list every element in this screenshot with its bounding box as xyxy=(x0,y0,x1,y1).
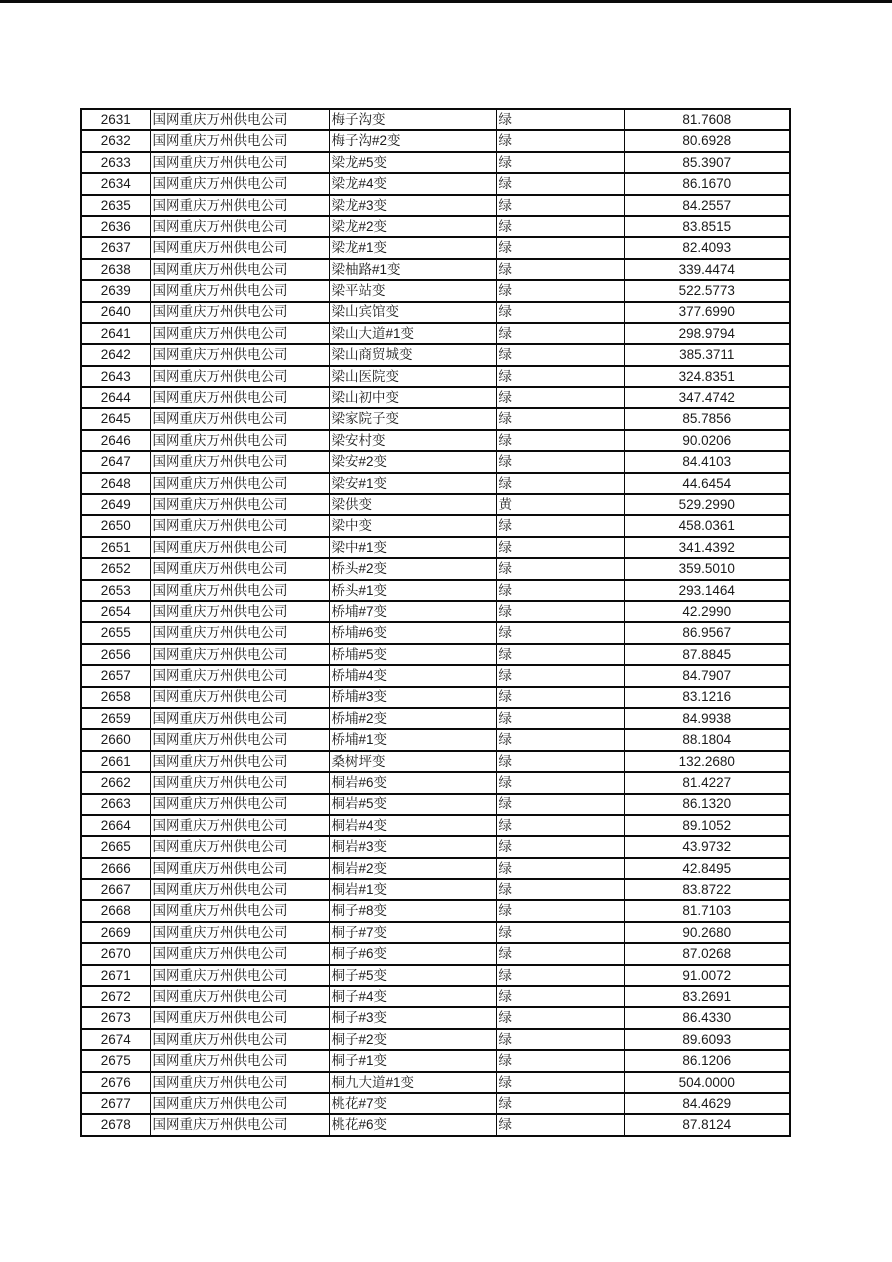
cell-id: 2631 xyxy=(81,109,150,130)
cell-id: 2671 xyxy=(81,965,150,986)
cell-value: 87.0268 xyxy=(624,943,790,964)
cell-status: 绿 xyxy=(496,195,624,216)
cell-value: 529.2990 xyxy=(624,494,790,515)
cell-value: 85.3907 xyxy=(624,152,790,173)
cell-id: 2656 xyxy=(81,644,150,665)
cell-station: 梁中#1变 xyxy=(329,537,496,558)
cell-id: 2664 xyxy=(81,815,150,836)
cell-id: 2662 xyxy=(81,772,150,793)
cell-station: 梁家院子变 xyxy=(329,408,496,429)
cell-value: 84.9938 xyxy=(624,708,790,729)
cell-id: 2644 xyxy=(81,387,150,408)
table-row xyxy=(81,986,790,1007)
cell-id: 2632 xyxy=(81,130,150,151)
table-row xyxy=(81,109,790,130)
cell-status: 绿 xyxy=(496,665,624,686)
cell-company: 国网重庆万州供电公司 xyxy=(150,494,329,515)
cell-status: 绿 xyxy=(496,259,624,280)
cell-status: 绿 xyxy=(496,237,624,258)
cell-id: 2635 xyxy=(81,195,150,216)
cell-company: 国网重庆万州供电公司 xyxy=(150,622,329,643)
table-row xyxy=(81,858,790,879)
cell-company: 国网重庆万州供电公司 xyxy=(150,259,329,280)
cell-id: 2642 xyxy=(81,344,150,365)
cell-id: 2663 xyxy=(81,794,150,815)
cell-company: 国网重庆万州供电公司 xyxy=(150,601,329,622)
cell-id: 2666 xyxy=(81,858,150,879)
cell-id: 2639 xyxy=(81,280,150,301)
cell-value: 324.8351 xyxy=(624,366,790,387)
table-row xyxy=(81,751,790,772)
cell-value: 504.0000 xyxy=(624,1072,790,1093)
cell-id: 2676 xyxy=(81,1072,150,1093)
cell-company: 国网重庆万州供电公司 xyxy=(150,558,329,579)
table-row xyxy=(81,494,790,515)
table-row xyxy=(81,130,790,151)
table-row xyxy=(81,216,790,237)
cell-status: 绿 xyxy=(496,601,624,622)
cell-company: 国网重庆万州供电公司 xyxy=(150,216,329,237)
cell-id: 2655 xyxy=(81,622,150,643)
cell-station: 梁龙#2变 xyxy=(329,216,496,237)
table-row xyxy=(81,1029,790,1050)
cell-station: 梁龙#4变 xyxy=(329,173,496,194)
cell-value: 81.7608 xyxy=(624,109,790,130)
cell-status: 绿 xyxy=(496,1114,624,1136)
cell-company: 国网重庆万州供电公司 xyxy=(150,408,329,429)
cell-company: 国网重庆万州供电公司 xyxy=(150,280,329,301)
cell-company: 国网重庆万州供电公司 xyxy=(150,302,329,323)
cell-value: 458.0361 xyxy=(624,515,790,536)
cell-company: 国网重庆万州供电公司 xyxy=(150,152,329,173)
cell-id: 2674 xyxy=(81,1029,150,1050)
cell-station: 桐子#3变 xyxy=(329,1007,496,1028)
cell-station: 梁龙#3变 xyxy=(329,195,496,216)
cell-company: 国网重庆万州供电公司 xyxy=(150,836,329,857)
cell-company: 国网重庆万州供电公司 xyxy=(150,515,329,536)
cell-station: 桥埔#7变 xyxy=(329,601,496,622)
cell-status: 绿 xyxy=(496,687,624,708)
cell-value: 84.4629 xyxy=(624,1093,790,1114)
cell-company: 国网重庆万州供电公司 xyxy=(150,130,329,151)
cell-company: 国网重庆万州供电公司 xyxy=(150,1050,329,1071)
cell-value: 86.1206 xyxy=(624,1050,790,1071)
cell-station: 桐子#7变 xyxy=(329,922,496,943)
cell-id: 2649 xyxy=(81,494,150,515)
cell-station: 桥埔#1变 xyxy=(329,729,496,750)
cell-station: 桐岩#3变 xyxy=(329,836,496,857)
cell-company: 国网重庆万州供电公司 xyxy=(150,1093,329,1114)
cell-status: 绿 xyxy=(496,879,624,900)
cell-station: 桥埔#3变 xyxy=(329,687,496,708)
cell-id: 2677 xyxy=(81,1093,150,1114)
table-row xyxy=(81,1114,790,1136)
cell-value: 89.1052 xyxy=(624,815,790,836)
cell-value: 84.2557 xyxy=(624,195,790,216)
cell-value: 347.4742 xyxy=(624,387,790,408)
cell-status: 绿 xyxy=(496,302,624,323)
table-row xyxy=(81,152,790,173)
cell-status: 绿 xyxy=(496,858,624,879)
table-row xyxy=(81,430,790,451)
cell-station: 桐子#1变 xyxy=(329,1050,496,1071)
cell-value: 88.1804 xyxy=(624,729,790,750)
cell-id: 2646 xyxy=(81,430,150,451)
table-row xyxy=(81,900,790,921)
cell-status: 绿 xyxy=(496,558,624,579)
table-row xyxy=(81,965,790,986)
table-row xyxy=(81,622,790,643)
cell-value: 82.4093 xyxy=(624,237,790,258)
cell-company: 国网重庆万州供电公司 xyxy=(150,687,329,708)
table-row xyxy=(81,366,790,387)
table-row xyxy=(81,729,790,750)
cell-station: 梅子沟变 xyxy=(329,109,496,130)
cell-station: 桐岩#1变 xyxy=(329,879,496,900)
cell-status: 绿 xyxy=(496,1072,624,1093)
cell-id: 2636 xyxy=(81,216,150,237)
table-row xyxy=(81,537,790,558)
cell-value: 86.1670 xyxy=(624,173,790,194)
cell-id: 2647 xyxy=(81,451,150,472)
cell-status: 绿 xyxy=(496,943,624,964)
table-row xyxy=(81,580,790,601)
cell-station: 梁山商贸城变 xyxy=(329,344,496,365)
cell-company: 国网重庆万州供电公司 xyxy=(150,879,329,900)
cell-station: 梁山初中变 xyxy=(329,387,496,408)
table-row xyxy=(81,1050,790,1071)
cell-id: 2638 xyxy=(81,259,150,280)
table-row xyxy=(81,836,790,857)
cell-station: 梁龙#1变 xyxy=(329,237,496,258)
cell-company: 国网重庆万州供电公司 xyxy=(150,344,329,365)
cell-status: 绿 xyxy=(496,109,624,130)
page-top-rule xyxy=(0,0,892,3)
cell-station: 梁安#2变 xyxy=(329,451,496,472)
cell-status: 绿 xyxy=(496,344,624,365)
table-row xyxy=(81,451,790,472)
cell-id: 2660 xyxy=(81,729,150,750)
table-row xyxy=(81,323,790,344)
cell-id: 2673 xyxy=(81,1007,150,1028)
table-row xyxy=(81,558,790,579)
cell-value: 43.9732 xyxy=(624,836,790,857)
cell-value: 83.8722 xyxy=(624,879,790,900)
cell-id: 2637 xyxy=(81,237,150,258)
cell-status: 绿 xyxy=(496,323,624,344)
cell-company: 国网重庆万州供电公司 xyxy=(150,858,329,879)
cell-status: 黄 xyxy=(496,494,624,515)
table-row xyxy=(81,772,790,793)
cell-status: 绿 xyxy=(496,451,624,472)
cell-id: 2633 xyxy=(81,152,150,173)
cell-id: 2654 xyxy=(81,601,150,622)
cell-company: 国网重庆万州供电公司 xyxy=(150,580,329,601)
cell-station: 桐岩#4变 xyxy=(329,815,496,836)
cell-value: 298.9794 xyxy=(624,323,790,344)
cell-station: 桐岩#5变 xyxy=(329,794,496,815)
cell-status: 绿 xyxy=(496,772,624,793)
cell-station: 桐岩#6变 xyxy=(329,772,496,793)
table-row xyxy=(81,237,790,258)
table-row xyxy=(81,259,790,280)
cell-station: 桑树坪变 xyxy=(329,751,496,772)
cell-station: 桥头#1变 xyxy=(329,580,496,601)
cell-station: 桃花#7变 xyxy=(329,1093,496,1114)
cell-status: 绿 xyxy=(496,622,624,643)
table-row xyxy=(81,515,790,536)
table-row xyxy=(81,601,790,622)
table-row xyxy=(81,473,790,494)
cell-value: 132.2680 xyxy=(624,751,790,772)
cell-value: 90.2680 xyxy=(624,922,790,943)
cell-value: 385.3711 xyxy=(624,344,790,365)
table-row xyxy=(81,794,790,815)
cell-status: 绿 xyxy=(496,836,624,857)
cell-status: 绿 xyxy=(496,387,624,408)
cell-station: 梁平站变 xyxy=(329,280,496,301)
cell-status: 绿 xyxy=(496,1007,624,1028)
cell-status: 绿 xyxy=(496,366,624,387)
table-row xyxy=(81,665,790,686)
cell-value: 83.1216 xyxy=(624,687,790,708)
cell-status: 绿 xyxy=(496,1029,624,1050)
substation-table xyxy=(80,108,791,1137)
cell-station: 梁龙#5变 xyxy=(329,152,496,173)
cell-station: 梁柚路#1变 xyxy=(329,259,496,280)
cell-station: 梁供变 xyxy=(329,494,496,515)
cell-company: 国网重庆万州供电公司 xyxy=(150,323,329,344)
cell-id: 2668 xyxy=(81,900,150,921)
cell-id: 2653 xyxy=(81,580,150,601)
cell-station: 桐子#5变 xyxy=(329,965,496,986)
cell-company: 国网重庆万州供电公司 xyxy=(150,473,329,494)
cell-status: 绿 xyxy=(496,1093,624,1114)
cell-station: 桐子#6变 xyxy=(329,943,496,964)
cell-status: 绿 xyxy=(496,986,624,1007)
cell-value: 44.6454 xyxy=(624,473,790,494)
cell-company: 国网重庆万州供电公司 xyxy=(150,665,329,686)
cell-id: 2658 xyxy=(81,687,150,708)
cell-value: 293.1464 xyxy=(624,580,790,601)
cell-station: 桐子#2变 xyxy=(329,1029,496,1050)
table-row xyxy=(81,387,790,408)
cell-status: 绿 xyxy=(496,965,624,986)
cell-value: 42.2990 xyxy=(624,601,790,622)
cell-station: 桥埔#6变 xyxy=(329,622,496,643)
cell-company: 国网重庆万州供电公司 xyxy=(150,644,329,665)
cell-company: 国网重庆万州供电公司 xyxy=(150,772,329,793)
cell-value: 377.6990 xyxy=(624,302,790,323)
cell-station: 桐岩#2变 xyxy=(329,858,496,879)
table-row xyxy=(81,195,790,216)
cell-station: 梁山医院变 xyxy=(329,366,496,387)
table-row xyxy=(81,708,790,729)
cell-company: 国网重庆万州供电公司 xyxy=(150,1029,329,1050)
cell-status: 绿 xyxy=(496,1050,624,1071)
cell-id: 2641 xyxy=(81,323,150,344)
cell-value: 339.4474 xyxy=(624,259,790,280)
cell-company: 国网重庆万州供电公司 xyxy=(150,900,329,921)
cell-company: 国网重庆万州供电公司 xyxy=(150,943,329,964)
cell-id: 2672 xyxy=(81,986,150,1007)
cell-id: 2640 xyxy=(81,302,150,323)
table-row xyxy=(81,173,790,194)
cell-station: 桥埔#4变 xyxy=(329,665,496,686)
cell-station: 梁山大道#1变 xyxy=(329,323,496,344)
cell-status: 绿 xyxy=(496,152,624,173)
cell-company: 国网重庆万州供电公司 xyxy=(150,815,329,836)
cell-company: 国网重庆万州供电公司 xyxy=(150,708,329,729)
cell-value: 87.8845 xyxy=(624,644,790,665)
table-row xyxy=(81,943,790,964)
cell-id: 2634 xyxy=(81,173,150,194)
table-row xyxy=(81,879,790,900)
cell-value: 522.5773 xyxy=(624,280,790,301)
cell-company: 国网重庆万州供电公司 xyxy=(150,1114,329,1136)
cell-status: 绿 xyxy=(496,580,624,601)
cell-status: 绿 xyxy=(496,815,624,836)
cell-value: 91.0072 xyxy=(624,965,790,986)
cell-company: 国网重庆万州供电公司 xyxy=(150,922,329,943)
cell-id: 2669 xyxy=(81,922,150,943)
cell-station: 桐九大道#1变 xyxy=(329,1072,496,1093)
cell-value: 84.4103 xyxy=(624,451,790,472)
cell-company: 国网重庆万州供电公司 xyxy=(150,387,329,408)
cell-id: 2643 xyxy=(81,366,150,387)
table-row xyxy=(81,280,790,301)
cell-id: 2651 xyxy=(81,537,150,558)
cell-status: 绿 xyxy=(496,729,624,750)
cell-station: 梁山宾馆变 xyxy=(329,302,496,323)
table-row xyxy=(81,344,790,365)
cell-id: 2645 xyxy=(81,408,150,429)
cell-company: 国网重庆万州供电公司 xyxy=(150,1007,329,1028)
table-row xyxy=(81,408,790,429)
cell-id: 2675 xyxy=(81,1050,150,1071)
cell-value: 89.6093 xyxy=(624,1029,790,1050)
cell-station: 梁安#1变 xyxy=(329,473,496,494)
cell-company: 国网重庆万州供电公司 xyxy=(150,1072,329,1093)
cell-id: 2652 xyxy=(81,558,150,579)
cell-value: 81.4227 xyxy=(624,772,790,793)
cell-id: 2667 xyxy=(81,879,150,900)
table-row xyxy=(81,644,790,665)
cell-id: 2670 xyxy=(81,943,150,964)
cell-value: 85.7856 xyxy=(624,408,790,429)
cell-status: 绿 xyxy=(496,173,624,194)
cell-value: 81.7103 xyxy=(624,900,790,921)
cell-value: 90.0206 xyxy=(624,430,790,451)
table-row xyxy=(81,1093,790,1114)
cell-station: 桥埔#2变 xyxy=(329,708,496,729)
cell-id: 2678 xyxy=(81,1114,150,1136)
cell-station: 桥埔#5变 xyxy=(329,644,496,665)
cell-value: 80.6928 xyxy=(624,130,790,151)
cell-status: 绿 xyxy=(496,708,624,729)
cell-value: 86.1320 xyxy=(624,794,790,815)
table-body xyxy=(81,109,790,1136)
cell-value: 86.4330 xyxy=(624,1007,790,1028)
cell-status: 绿 xyxy=(496,537,624,558)
cell-status: 绿 xyxy=(496,280,624,301)
cell-status: 绿 xyxy=(496,922,624,943)
cell-station: 桐子#8变 xyxy=(329,900,496,921)
table-row xyxy=(81,922,790,943)
cell-status: 绿 xyxy=(496,473,624,494)
table-row xyxy=(81,302,790,323)
cell-status: 绿 xyxy=(496,900,624,921)
cell-id: 2657 xyxy=(81,665,150,686)
cell-value: 83.2691 xyxy=(624,986,790,1007)
cell-company: 国网重庆万州供电公司 xyxy=(150,430,329,451)
cell-company: 国网重庆万州供电公司 xyxy=(150,751,329,772)
cell-id: 2650 xyxy=(81,515,150,536)
cell-status: 绿 xyxy=(496,130,624,151)
table-row xyxy=(81,1007,790,1028)
cell-station: 桐子#4变 xyxy=(329,986,496,1007)
cell-company: 国网重庆万州供电公司 xyxy=(150,537,329,558)
cell-station: 桃花#6变 xyxy=(329,1114,496,1136)
cell-status: 绿 xyxy=(496,515,624,536)
table-row xyxy=(81,1072,790,1093)
cell-status: 绿 xyxy=(496,794,624,815)
cell-value: 359.5010 xyxy=(624,558,790,579)
cell-value: 42.8495 xyxy=(624,858,790,879)
cell-company: 国网重庆万州供电公司 xyxy=(150,366,329,387)
cell-company: 国网重庆万州供电公司 xyxy=(150,173,329,194)
cell-id: 2665 xyxy=(81,836,150,857)
table-row xyxy=(81,815,790,836)
cell-station: 桥头#2变 xyxy=(329,558,496,579)
cell-station: 梁安村变 xyxy=(329,430,496,451)
cell-company: 国网重庆万州供电公司 xyxy=(150,965,329,986)
cell-company: 国网重庆万州供电公司 xyxy=(150,195,329,216)
cell-company: 国网重庆万州供电公司 xyxy=(150,986,329,1007)
cell-company: 国网重庆万州供电公司 xyxy=(150,729,329,750)
cell-station: 梁中变 xyxy=(329,515,496,536)
cell-status: 绿 xyxy=(496,408,624,429)
cell-company: 国网重庆万州供电公司 xyxy=(150,794,329,815)
cell-company: 国网重庆万州供电公司 xyxy=(150,451,329,472)
cell-value: 84.7907 xyxy=(624,665,790,686)
cell-status: 绿 xyxy=(496,644,624,665)
cell-id: 2659 xyxy=(81,708,150,729)
cell-status: 绿 xyxy=(496,751,624,772)
cell-station: 梅子沟#2变 xyxy=(329,130,496,151)
cell-value: 83.8515 xyxy=(624,216,790,237)
cell-value: 87.8124 xyxy=(624,1114,790,1136)
cell-id: 2661 xyxy=(81,751,150,772)
cell-company: 国网重庆万州供电公司 xyxy=(150,237,329,258)
cell-id: 2648 xyxy=(81,473,150,494)
cell-status: 绿 xyxy=(496,216,624,237)
table-row xyxy=(81,687,790,708)
cell-value: 86.9567 xyxy=(624,622,790,643)
cell-status: 绿 xyxy=(496,430,624,451)
cell-company: 国网重庆万州供电公司 xyxy=(150,109,329,130)
cell-value: 341.4392 xyxy=(624,537,790,558)
